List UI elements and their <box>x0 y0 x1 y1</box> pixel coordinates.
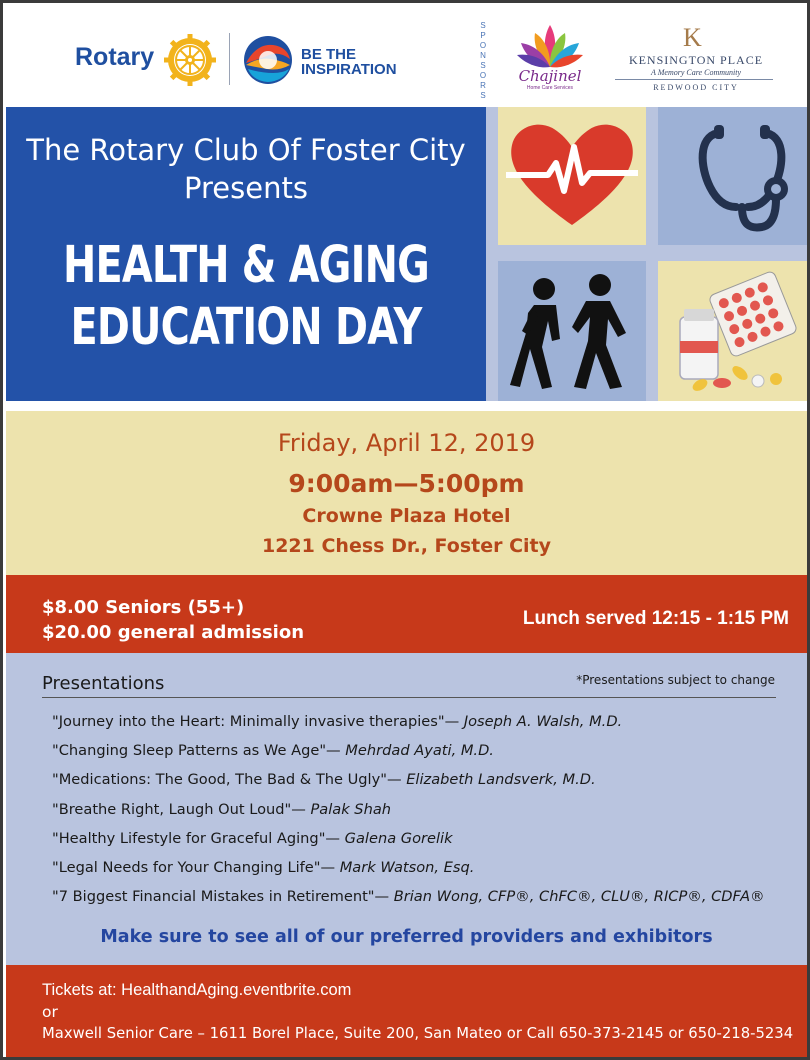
kensington-divider <box>615 79 773 80</box>
stethoscope-tile <box>658 107 807 245</box>
walking-tile <box>498 261 646 401</box>
presentation-speaker: Brian Wong, CFP®, ChFC®, CLU®, RICP®, CDFA® <box>393 888 765 906</box>
kensington-monogram: K <box>683 23 702 52</box>
presentations-heading: Presentations <box>42 673 165 694</box>
event-venue: Crowne Plaza Hotel <box>302 505 511 527</box>
header-logos <box>3 3 807 107</box>
medication-icon <box>658 261 807 401</box>
maxwell-contact: Maxwell Senior Care – 1611 Borel Place, Suite 200, San Mateo or Call 650-373-2145 or 650-218-5234 <box>42 1025 794 1042</box>
event-title-line-2: EDUCATION DAY <box>70 298 422 357</box>
icon-grid <box>486 107 807 401</box>
price-seniors: $8.00 Seniors (55+) <box>42 597 245 618</box>
pills-tile <box>658 261 807 401</box>
event-title-line-1: HEALTH & AGING <box>62 236 430 295</box>
pricing-band <box>6 575 807 653</box>
header-divider <box>229 33 230 85</box>
presenter-text <box>6 131 486 207</box>
presentation-speaker: Palak Shah <box>310 800 392 818</box>
title-block <box>6 107 486 401</box>
kensington-tagline: A Memory Care Community <box>651 68 741 77</box>
presentation-speaker: Mark Watson, Esq. <box>339 858 475 876</box>
chajinel-tagline: Home Care Services <box>526 85 574 91</box>
be-the-inspiration-logo-icon <box>243 35 293 85</box>
presentation-item <box>52 771 792 800</box>
inspiration-tagline <box>301 47 397 77</box>
presentation-title: "Medications: The Good, The Bad & The Ugly"— <box>52 771 407 789</box>
event-title <box>59 235 433 359</box>
stethoscope-icon <box>658 107 807 245</box>
presentations-note: *Presentations subject to change <box>576 673 775 687</box>
event-time: 9:00am—5:00pm <box>288 469 525 498</box>
lunch-time: Lunch served 12:15 - 1:15 PM <box>522 608 789 629</box>
sponsors-label: S P O N S O R S <box>479 21 487 100</box>
rotary-wheel-icon <box>163 33 217 87</box>
presentations-section <box>6 653 807 965</box>
event-address: 1221 Chess Dr., Foster City <box>261 535 552 557</box>
kensington-city: REDWOOD CITY <box>653 83 739 90</box>
presentation-speaker: Joseph A. Walsh, M.D. <box>463 713 623 730</box>
presentations-divider <box>42 697 776 698</box>
presentation-title: "Healthy Lifestyle for Graceful Aging"— <box>52 829 345 847</box>
presentation-title: "Journey into the Heart: Minimally invasive therapies"— <box>52 713 464 730</box>
presentation-title: "7 Biggest Financial Mistakes in Retirement"— <box>52 888 394 906</box>
presentation-title: "Legal Needs for Your Changing Life"— <box>52 858 340 876</box>
event-details <box>6 411 807 575</box>
walking-people-icon <box>498 261 646 401</box>
presenter-line-2: Presents <box>184 171 308 205</box>
presentation-item <box>52 859 792 888</box>
heart-rate-icon <box>498 107 646 245</box>
or-text: or <box>42 1003 58 1021</box>
presentation-item <box>52 713 792 742</box>
presentation-item <box>52 742 792 771</box>
presenter-line-1: The Rotary Club Of Foster City <box>26 133 466 167</box>
presentation-speaker: Galena Gorelik <box>344 829 453 847</box>
chajinel-name: Chajinel <box>518 67 582 85</box>
presentation-speaker: Elizabeth Landsverk, M.D. <box>406 771 596 789</box>
event-date: Friday, April 12, 2019 <box>277 429 536 457</box>
price-general: $20.00 general admission <box>42 622 305 643</box>
exhibitors-callout: Make sure to see all of our preferred providers and exhibitors <box>100 927 713 947</box>
rotary-wordmark: Rotary <box>75 43 155 71</box>
inspiration-line-2: INSPIRATION <box>301 61 397 78</box>
presentation-speaker: Mehrdad Ayati, M.D. <box>345 742 494 760</box>
presentation-title: "Breathe Right, Laugh Out Loud"— <box>52 800 311 818</box>
tickets-link[interactable]: Tickets at: HealthandAging.eventbrite.com <box>42 981 352 999</box>
presentations-list <box>52 713 792 917</box>
inspiration-line-1: BE THE <box>301 46 357 63</box>
presentation-item <box>52 830 792 859</box>
chajinel-lotus-logo-icon <box>513 23 587 69</box>
footer-tickets <box>6 965 807 1060</box>
presentation-title: "Changing Sleep Patterns as We Age"— <box>52 742 346 760</box>
heart-tile <box>498 107 646 245</box>
kensington-name: KENSINGTON PLACE <box>628 53 764 67</box>
presentation-item <box>52 888 792 917</box>
presentation-item <box>52 801 792 830</box>
